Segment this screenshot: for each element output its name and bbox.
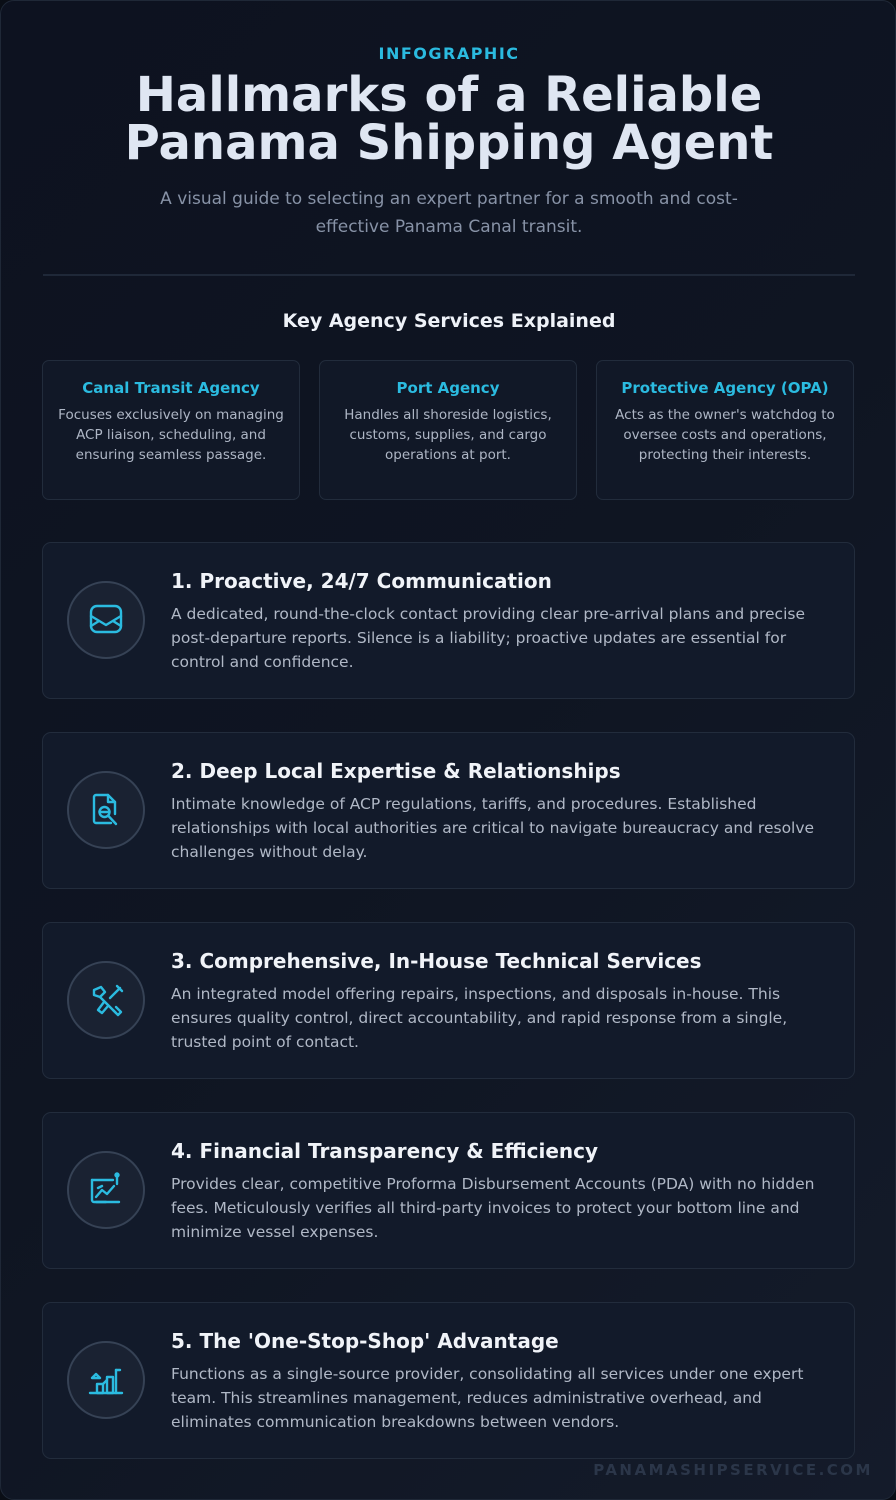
header-divider (43, 274, 855, 276)
feature-title: 4. Financial Transparency & Efficiency (171, 1139, 599, 1163)
feature-description: Functions as a single-source provider, consolidating all services under one expert team. This streamlines management, reduces administrative overhead, and eliminates communication breakdowns between vendors. (171, 1365, 804, 1431)
feature-card-expertise (42, 732, 855, 889)
tools-icon (67, 961, 145, 1039)
feature-title: 1. Proactive, 24/7 Communication (171, 569, 552, 593)
service-title: Protective Agency (OPA) (621, 379, 829, 397)
feature-card-financial (42, 1112, 855, 1269)
port-facility-icon (67, 1341, 145, 1419)
feature-description: A dedicated, round-the-clock contact providing clear pre-arrival plans and precise post-departure reports. Silence is a liability; proactive updates are essential for control and confidence. (171, 605, 805, 671)
service-card-canal-transit (42, 360, 300, 500)
eyebrow-label: INFOGRAPHIC (378, 44, 520, 63)
services-heading: Key Agency Services Explained (282, 310, 616, 332)
feature-title: 3. Comprehensive, In-House Technical Services (171, 949, 702, 973)
feature-title: 5. The 'One-Stop-Shop' Advantage (171, 1329, 559, 1353)
page-subtitle: A visual guide to selecting an expert partner for a smooth and cost-effective Panama Canal transit. (160, 189, 738, 237)
service-description: Acts as the owner's watchdog to oversee costs and operations, protecting their interests. (615, 407, 835, 463)
service-description: Handles all shoreside logistics, customs, supplies, and cargo operations at port. (344, 407, 552, 463)
service-card-port (319, 360, 577, 500)
service-title: Port Agency (396, 379, 500, 397)
footer-watermark: PANAMASHIPSERVICE.COM (593, 1461, 873, 1479)
service-card-protective (596, 360, 854, 500)
service-description: Focuses exclusively on managing ACP liaison, scheduling, and ensuring seamless passage. (58, 407, 284, 463)
feature-card-communication (42, 542, 855, 699)
finance-chart-icon (67, 1151, 145, 1229)
page-title (1, 67, 896, 171)
document-search-icon (67, 771, 145, 849)
feature-card-one-stop-shop (42, 1302, 855, 1459)
title-line-1: Hallmarks of a Reliable (135, 67, 763, 123)
feature-description: Intimate knowledge of ACP regulations, tariffs, and procedures. Established relationships with local authorities are critical to navigate bureaucracy and resolve challenges without delay. (171, 795, 815, 861)
feature-description: An integrated model offering repairs, inspections, and disposals in-house. This ensures quality control, direct accountability, and rapid response from a single, trusted point of contact. (171, 985, 788, 1051)
feature-description: Provides clear, competitive Proforma Disbursement Accounts (PDA) with no hidden fees. Meticulously verifies all third-party invoices to protect your bottom line and minimize vessel expenses. (171, 1175, 815, 1241)
inbox-envelope-icon (67, 581, 145, 659)
title-line-2: Panama Shipping Agent (124, 115, 774, 171)
feature-card-technical (42, 922, 855, 1079)
service-title: Canal Transit Agency (82, 379, 260, 397)
feature-title: 2. Deep Local Expertise & Relationships (171, 759, 621, 783)
